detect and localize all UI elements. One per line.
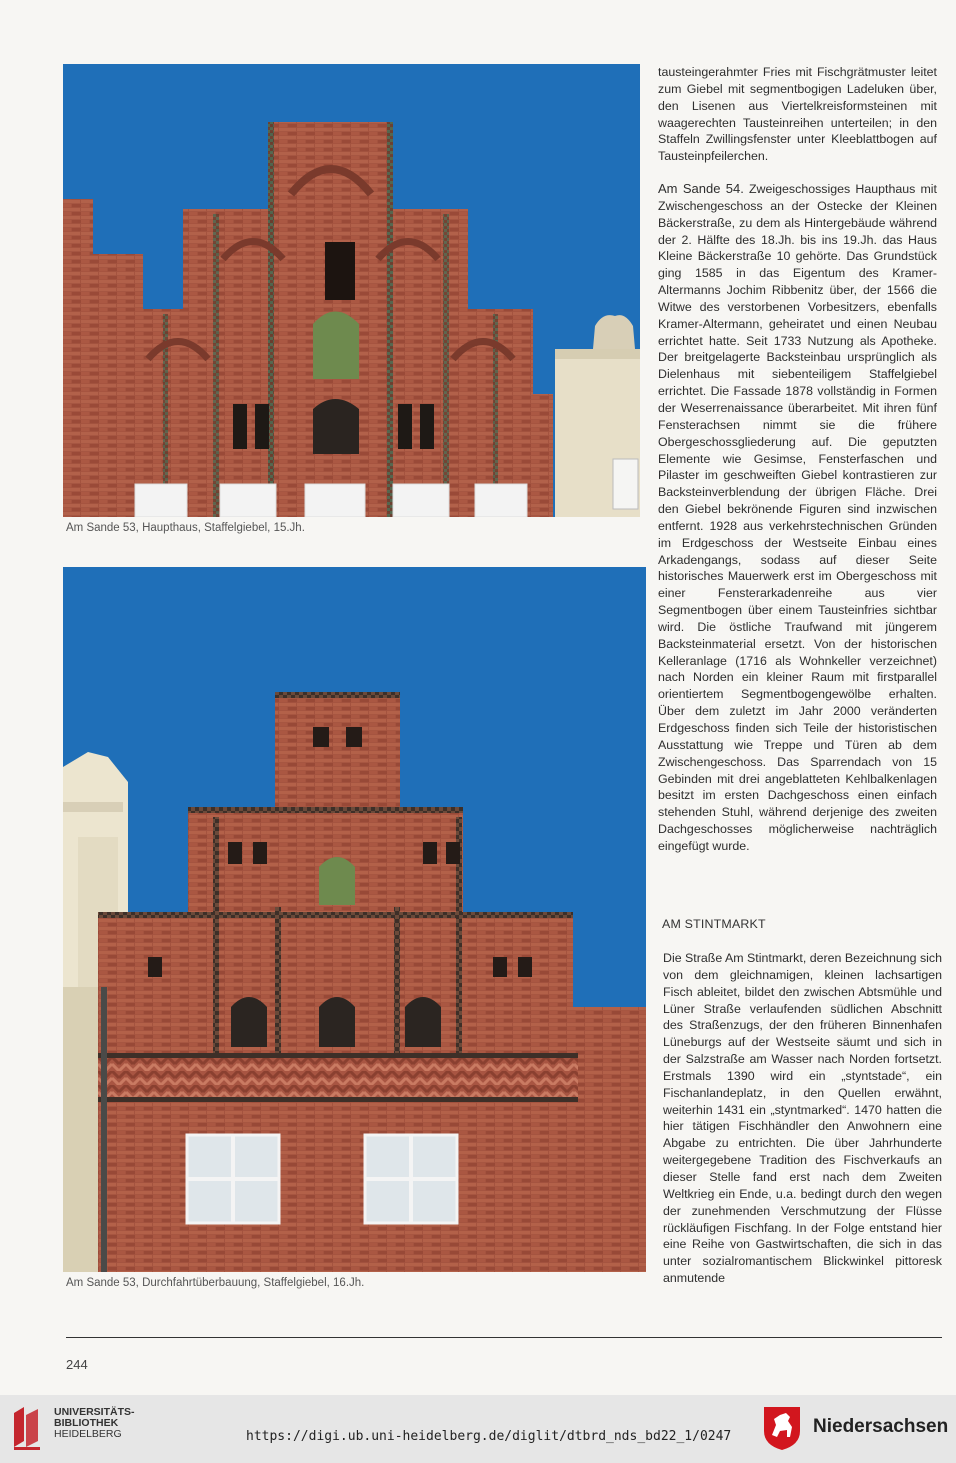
text-column-continuation — [658, 64, 937, 165]
library-line-1: UNIVERSITÄTS- — [54, 1406, 135, 1418]
university-library-name — [54, 1407, 135, 1440]
library-line-2: BIBLIOTHEK — [54, 1417, 119, 1429]
permalink-url[interactable]: https://digi.ub.uni-heidelberg.de/diglit/dtbrd_nds_bd22_1/0247 — [246, 1429, 732, 1444]
page-number: 244 — [66, 1357, 88, 1372]
library-line-3: HEIDELBERG — [54, 1428, 122, 1440]
gable-photo-2 — [63, 567, 646, 1272]
footer-rule — [66, 1337, 942, 1338]
entry-title: Am Sande 54. — [658, 181, 744, 196]
photo-caption-2: Am Sande 53, Durchfahrtüberbauung, Staffelgiebel, 16.Jh. — [66, 1277, 365, 1289]
paragraph-am-stintmarkt: Die Straße Am Stintmarkt, deren Bezeichnung sich von dem gleichnamigen, kleinen lachsartigen Fisch ableitet, bildet den zwischen Abtsmühle und Lüner Straße verlaufenden südlichen Abschnitt des Straßenzugs, der den früheren Binnenhafen Lüneburgs auf der Westseite säumt und sich in der Salzstraße am Wasser nach Norden fortsetzt. Erstmals 1390 wird ein „styntstade“, ein Fischanlandeplatz, in den Quellen erwähnt, weiterhin 1431 ein „styntmarked“. 1470 hatten die hier tätigen Fischhändler den Anwohnern eine Abgabe zu entrichten. Die über Jahrhunderte weitergegebene Tradition des Fischverkaufs an dieser Stelle fand erst nach dem Zweiten Weltkrieg ein Ende, u.a. bedingt durch den wegen der zunehmenden Verschmutzung der Flüsse rückläufigen Fischfang. In der Folge entstand hier eine Reihe von Gastwirtschaften, die sich in das unter sozialromantischem Blickwinkel pittoresk anmutende — [663, 951, 942, 1286]
section-am-stintmarkt — [663, 950, 942, 1287]
paragraph-am-sande-54 — [658, 181, 937, 855]
partner-name: Niedersachsen — [813, 1416, 949, 1437]
gable-photo-1 — [63, 64, 640, 517]
digitization-footer — [0, 1395, 956, 1463]
section-heading: AM STINTMARKT — [662, 917, 766, 931]
lower-saxony-horse-icon[interactable] — [762, 1405, 802, 1451]
photo-caption-1: Am Sande 53, Haupthaus, Staffelgiebel, 15.Jh. — [66, 522, 305, 534]
university-library-logo-icon[interactable] — [10, 1403, 46, 1451]
paragraph-continuation: tausteingerahmter Fries mit Fischgrätmuster leitet zum Giebel mit segmentbogigen Ladeluken über, den Lisenen aus Viertelkreisformsteinen mit waagerechten Tausteinreihen unterteilen; in den Staffeln Zwillingsfenster unter Kleeblattbogen auf Tausteinpfeilerchen. — [658, 65, 937, 164]
entry-am-sande-54 — [658, 181, 937, 855]
entry-body: Zweigeschossiges Haupthaus mit Zwischengeschoss an der Ostecke der Kleinen Bäckerstraße, zu dem als Hintergebäude während der 2. Hälfte des 18.Jh. bis ins 19.Jh. das Haus Kleine Bäckerstraße 10 gehörte. Das Grundstück ging 1585 in das Eigentum des Kramer-Altermanns Jochim Ribbenitz über, der 1566 die Witwe des verstorbenen Vorbesitzers, ebenfalls Kramer-Altermann, geheiratet und einen Neubau errichtet hatte. Seit 1733 Nutzung als Apotheke. Der breitgelagerte Backsteinbau ursprünglich als Dielenhaus mit siebenteiligem Staffelgiebel errichtet. Die Fassade 1878 vollständig in Formen der Weserrenaissance überarbeitet. Mit ihren fünf Fensterachsen nimmt sie die frühere Obergeschossgliederung auf. Die geputzten Elemente wie Gesimse, Fensterfaschen und Pilaster im geschweiften Giebel kontrastieren zur Backsteinverblendung der übrigen Fläche. Drei den Giebel bekrönende Figuren sind inzwischen entfernt. 1928 aus verkehrstechnischen Gründen im Erdgeschoss der Westseite Einbau eines Arkadengangs, sodass auf dieser Seite historisches Mauerwerk erst im Obergeschoss mit einer Fensterarkadenreihe aus vier Segmentbogen über einem Tausteinfries sichtbar wird. Die östliche Traufwand mit jüngerem Backsteinmaterial ersetzt. Von der historischen Kelleranlage (1716 als Wohnkeller verzeichnet) nach Norden ein kleiner Raum mit firstparallel orientiertem Segmentbogengewölbe erhalten. Über dem zuletzt im Jahr 2000 veränderten Erdgeschoss finden sich Teile der historistischen Ausstattung wie Treppe und Türen ab dem Zwischengeschoss. Das Sparrendach von 15 Gebinden mit drei angeblatteten Kehlbalkenlagen besitzt im ersten Dachgeschoss einen einfach stehenden Stuhl, während derjenige des zweiten Dachgeschosses möglicherweise nachträglich eingefügt wurde. — [658, 182, 937, 853]
